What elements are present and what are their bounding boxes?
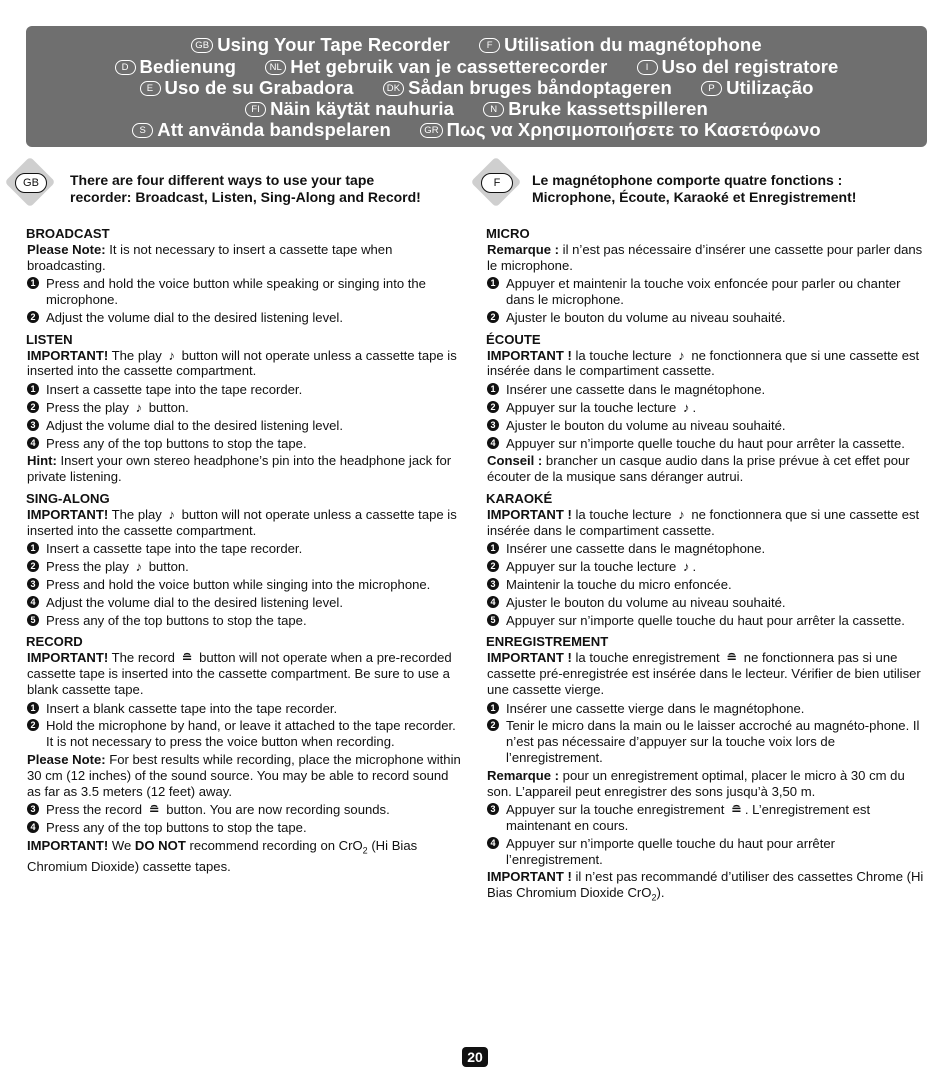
language-code-icon: E — [140, 81, 161, 96]
note: Please Note: For best results while recording, place the microphone within 30 cm (12 inches) of the sound source. You may be able to record sound as far as 3.5 meters (12 feet) away. — [27, 751, 461, 799]
important-note: IMPORTANT ! il n’est pas recommandé d’utiliser des cassettes Chrome (Hi Bias Chromium Dioxide CrO$_2$). — [487, 869, 924, 903]
header-title: Sådan bruges båndoptageren — [408, 77, 672, 98]
important-note: IMPORTANT ! la touche lecture ♪ ne fonctionnera que si une cassette est insérée dans le compartiment cassette. — [487, 506, 920, 538]
important-note: IMPORTANT! The play ♪ button will not operate unless a cassette tape is inserted into the cassette compartment. — [27, 347, 457, 379]
header-row — [26, 98, 927, 120]
play-icon: ♪ — [682, 399, 690, 415]
step-item: 2 Tenir le micro dans la main ou le laisser accroché au magnéto-phone. Il n’est pas nécessaire d’appuyer sur la touche voix lors de l’enregistrement. — [487, 718, 926, 765]
header-title: Using Your Tape Recorder — [217, 34, 450, 55]
record-icon: ≘ — [726, 650, 738, 666]
language-code-icon: GR — [420, 123, 442, 138]
language-code-icon: DK — [383, 81, 404, 96]
step-item: 2 Press the play ♪ button. — [27, 559, 462, 575]
language-code-icon: S — [132, 123, 153, 138]
section-title: BROADCAST — [26, 226, 110, 241]
section-title: ENREGISTREMENT — [486, 634, 609, 650]
step-item: 3 Appuyer sur la touche enregistrement ≘ . L’enregistrement est maintenant en cours. — [487, 802, 926, 834]
header-row — [26, 77, 927, 99]
play-icon: ♪ — [682, 559, 690, 575]
important-note: IMPORTANT! The play ♪ button will not operate unless a cassette tape is inserted into the cassette compartment. — [27, 506, 457, 538]
hint: Conseil : brancher un casque audio dans la prise prévue à cet effet pour écouter de la musique sans déranger autrui. — [487, 453, 910, 485]
step-item: 2 Adjust the volume dial to the desired listening level. — [27, 310, 462, 326]
language-code-icon: FI — [245, 102, 266, 117]
header-row — [26, 56, 927, 78]
intro-text: Le magnétophone comporte quatre fonctions : Microphone, Écoute, Karaoké et Enregistrement! — [532, 172, 857, 205]
record-icon: ≘ — [148, 802, 160, 818]
step-item: 4 Press any of the top buttons to stop the tape. — [27, 820, 462, 836]
important-note: IMPORTANT ! la touche enregistrement ≘ ne fonctionnera pas si une cassette pré-enregistrée est insérée dans le lecteur. Vérifier de bien utiliser une cassette vierge. — [487, 650, 921, 697]
record-icon: ≘ — [731, 802, 742, 818]
intro-text: There are four different ways to use your tape recorder: Broadcast, Listen, Sing-Along and Record! — [70, 172, 421, 205]
language-code-icon: F — [479, 38, 500, 53]
play-icon: ♪ — [135, 559, 143, 575]
step-item: 3 Press the record ≘ button. You are now recording sounds. — [27, 802, 462, 818]
header-title: Uso del registratore — [661, 56, 839, 77]
play-icon: ♪ — [168, 347, 175, 363]
header-banner — [26, 26, 927, 147]
section-title: RECORD — [26, 634, 83, 650]
step-item: 1 Insert a cassette tape into the tape recorder. — [27, 541, 462, 557]
step-item: 3 Maintenir la touche du micro enfoncée. — [487, 577, 926, 593]
header-title: Het gebruik van je cassetterecorder — [290, 56, 608, 77]
note: Remarque : il n’est pas nécessaire d’insérer une cassette pour parler dans le microphone. — [487, 241, 923, 273]
step-item: 4 Appuyer sur n’importe quelle touche du haut pour arrêter la cassette. — [487, 436, 926, 452]
header-title: Utilisation du magnétophone — [504, 34, 762, 55]
important-note: IMPORTANT ! la touche lecture ♪ ne fonctionnera que si une cassette est insérée dans le compartiment cassette. — [487, 347, 920, 379]
section-title: KARAOKÉ — [486, 490, 553, 506]
step-item: 4 Appuyer sur n’importe quelle touche du haut pour arrêter l’enregistrement. — [487, 836, 926, 868]
language-code-icon: D — [115, 60, 136, 75]
english-column — [23, 162, 462, 878]
step-item: 2 Appuyer sur la touche lecture ♪ . — [487, 559, 926, 575]
language-code-icon: N — [483, 102, 504, 117]
step-item: 1 Insert a blank cassette tape into the tape recorder. — [27, 701, 462, 717]
step-item: 5 Press any of the top buttons to stop the tape. — [27, 613, 462, 629]
play-icon: ♪ — [678, 506, 685, 522]
step-item: 1 Insérer une cassette dans le magnétophone. — [487, 541, 926, 557]
step-item: 2 Ajuster le bouton du volume au niveau souhaité. — [487, 310, 926, 326]
header-title: Bruke kassettspilleren — [508, 98, 708, 119]
header-title: Näin käytät nauhuria — [270, 98, 455, 119]
play-icon: ♪ — [168, 506, 175, 522]
important-note: IMPORTANT! The record ≘ button will not operate when a pre-recorded cassette tape is inserted into the cassette compartment. Be sure to use a blank cassette tape. — [27, 650, 452, 697]
step-item: 5 Appuyer sur n’importe quelle touche du haut pour arrêter la cassette. — [487, 613, 926, 629]
header-title: Uso de su Grabadora — [164, 77, 354, 98]
step-item: 4 Ajuster le bouton du volume au niveau souhaité. — [487, 595, 926, 611]
step-item: 1 Insert a cassette tape into the tape recorder. — [27, 382, 462, 398]
language-heading — [23, 162, 462, 218]
section-title: SING-ALONG — [26, 490, 110, 506]
section-title: LISTEN — [26, 331, 73, 347]
important-note: IMPORTANT! We DO NOT recommend recording on CrO$_2$ (Hi Bias Chromium Dioxide) cassette tapes. — [27, 837, 418, 875]
step-item: 2 Press the play ♪ button. — [27, 400, 462, 416]
language-badge: F — [481, 173, 513, 193]
step-item: 3 Ajuster le bouton du volume au niveau souhaité. — [487, 418, 926, 434]
step-item: 2 Hold the microphone by hand, or leave it attached to the tape recorder. It is not necessary to press the voice button when recording. — [27, 718, 462, 750]
french-column — [486, 162, 926, 910]
language-heading — [486, 162, 926, 218]
play-icon: ♪ — [678, 347, 685, 363]
page-number: 20 — [462, 1047, 488, 1067]
language-code-icon: NL — [265, 60, 286, 75]
record-icon: ≘ — [181, 650, 193, 666]
note: Please Note: It is not necessary to insert a cassette tape when broadcasting. — [27, 241, 393, 273]
language-code-icon: P — [701, 81, 722, 96]
header-row — [26, 119, 927, 141]
language-code-icon: GB — [191, 38, 213, 53]
step-item: 1 Press and hold the voice button while speaking or singing into the microphone. — [27, 276, 462, 308]
step-item: 2 Appuyer sur la touche lecture ♪ . — [487, 400, 926, 416]
section-title: MICRO — [486, 226, 530, 241]
header-row — [26, 34, 927, 56]
header-title: Utilização — [726, 77, 814, 98]
note: Remarque : pour un enregistrement optimal, placer le micro à 30 cm du son. L’appareil peut enregistrer des sons jusqu’à 3,50 m. — [487, 767, 905, 799]
step-item: 4 Adjust the volume dial to the desired listening level. — [27, 595, 462, 611]
step-item: 4 Press any of the top buttons to stop the tape. — [27, 436, 462, 452]
step-item: 1 Insérer une cassette dans le magnétophone. — [487, 382, 926, 398]
header-title: Bedienung — [139, 56, 237, 77]
step-item: 3 Adjust the volume dial to the desired listening level. — [27, 418, 462, 434]
section-title: ÉCOUTE — [486, 331, 541, 347]
header-title: Att använda bandspelaren — [157, 119, 391, 140]
step-item: 1 Insérer une cassette vierge dans le magnétophone. — [487, 701, 926, 717]
step-item: 1 Appuyer et maintenir la touche voix enfoncée pour parler ou chanter dans le microphone. — [487, 276, 926, 308]
hint: Hint: Insert your own stereo headphone’s pin into the headphone jack for private listening. — [27, 453, 452, 485]
step-item: 3 Press and hold the voice button while singing into the microphone. — [27, 577, 462, 593]
header-title: Πως να Χρησιμοποιήσετε το Κασετόφωνο — [446, 119, 821, 140]
play-icon: ♪ — [135, 399, 143, 415]
language-code-icon: I — [637, 60, 658, 75]
language-badge: GB — [15, 173, 47, 193]
